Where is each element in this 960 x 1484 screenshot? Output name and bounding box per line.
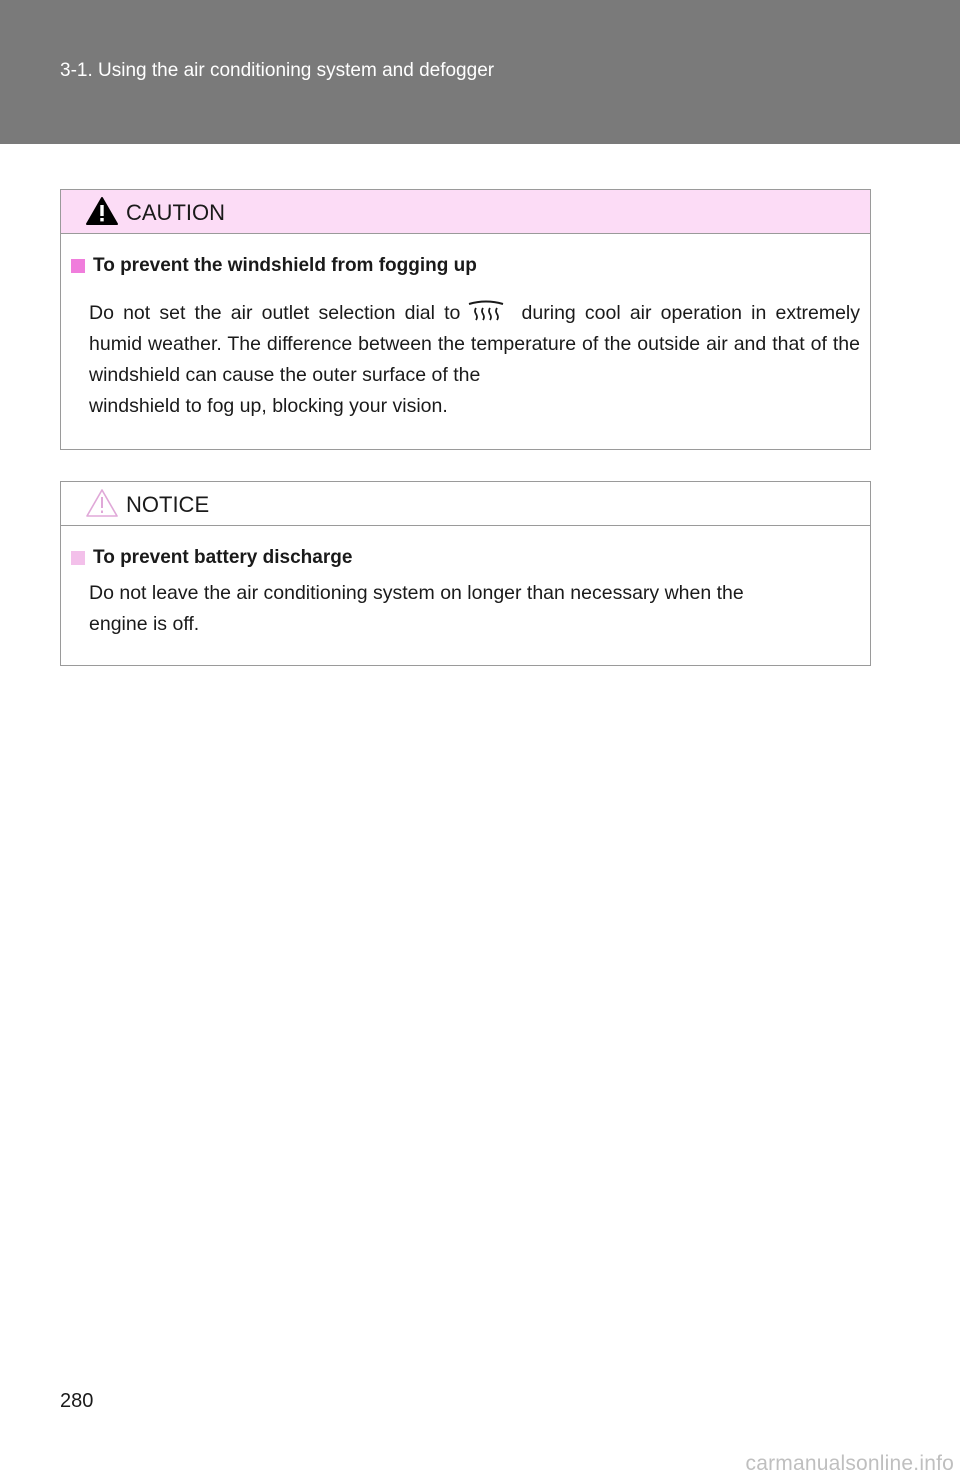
notice-paragraph (71, 578, 860, 640)
notice-label: NOTICE (126, 492, 210, 517)
caution-paragraph (71, 298, 860, 422)
caution-section-title (71, 255, 860, 277)
notice-section-title-text: To prevent battery discharge (93, 547, 353, 568)
warning-triangle-outline-icon (85, 488, 119, 518)
notice-box (60, 481, 871, 666)
warning-triangle-filled-icon (85, 196, 119, 226)
caution-text-before-icon: Do not set the air outlet selection dial to (89, 302, 461, 324)
notice-text-main: Do not leave the air conditioning system on longer than necessary when the (89, 582, 744, 604)
watermark: carmanualsonline.info (745, 1452, 954, 1475)
page-number: 280 (60, 1390, 94, 1412)
caution-text-last-line: windshield to fog up, blocking your vision. (89, 395, 448, 417)
caution-box-body (61, 255, 870, 422)
section-header-title: 3-1. Using the air conditioning system and defogger (60, 60, 495, 81)
header-band (0, 0, 960, 144)
notice-box-header (61, 482, 870, 526)
bullet-square-icon (71, 259, 85, 273)
bullet-square-icon (71, 551, 85, 565)
notice-box-body (61, 547, 870, 640)
caution-box (60, 189, 871, 450)
notice-section-title (71, 547, 860, 569)
notice-text-last-line: engine is off. (89, 613, 200, 635)
caution-box-header (61, 190, 870, 234)
windshield-defroster-icon (466, 299, 506, 325)
caution-text-after-icon: during cool air operation in extremely humid weather. The difference between the temperature of the outside air and that of the windshield can cause the outer surface of the (89, 302, 860, 386)
caution-label: CAUTION (126, 200, 225, 225)
caution-section-title-text: To prevent the windshield from fogging up (93, 255, 477, 276)
